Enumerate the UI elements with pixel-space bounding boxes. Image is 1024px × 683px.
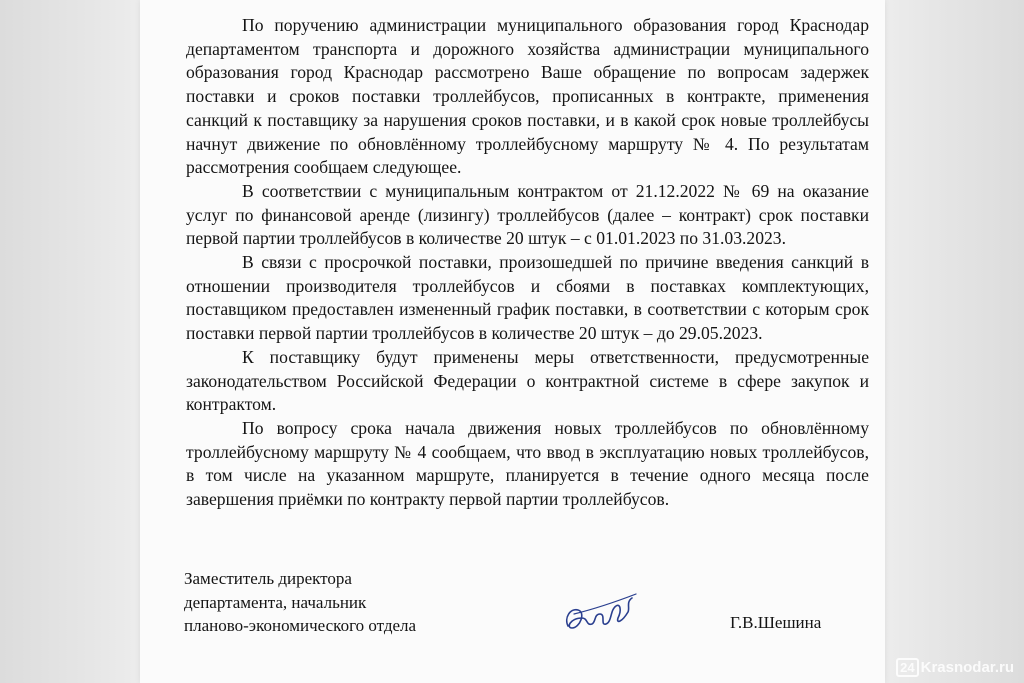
- paragraph-delay: В связи с просрочкой поставки, произошедшей по причине введения санкций в отношении производителя троллейбусов и сбоями в поставках комплектующих, поставщиком предоставлен измененный график поставки, в соответствии с которым срок поставки первой партии троллейбусов в количестве 20 штук – до 29.05.2023.: [186, 252, 869, 344]
- paragraph-intro: По поручению администрации муниципального образования город Краснодар департаментом транспорта и дорожного хозяйства администрации муниципального образования город Краснодар рассмотрено Ваше обращение по вопросам задержек поставки и сроков поставки троллейбусов, прописанных в контракте, применения санкций к поставщику за нарушения сроков поставки, и в какой срок новые троллейбусы начнут движение по обновлённому троллейбусному маршруту № 4. По результатам рассмотрения сообщаем следующее.: [186, 15, 869, 178]
- letter-body: [186, 14, 869, 512]
- signature-title-block: [184, 567, 416, 638]
- handwritten-signature: [560, 588, 640, 638]
- document-page: [140, 0, 885, 683]
- site-watermark: [896, 658, 1014, 677]
- signer-title-line: департамента, начальник: [184, 592, 367, 612]
- paragraph-contract: В соответствии с муниципальным контрактом от 21.12.2022 № 69 на оказание услуг по финансовой аренде (лизингу) троллейбусов (далее – контракт) срок поставки первой партии троллейбусов в количестве 20 штук – с 01.01.2023 по 31.03.2023.: [186, 180, 869, 249]
- paragraph-route: По вопросу срока начала движения новых троллейбусов по обновлённому троллейбусному маршруту № 4 сообщаем, что ввод в эксплуатацию новых троллейбусов, в том числе на указанном маршруте, планируется в течение одного месяца после завершения приёмки по контракту первой партии троллейбусов.: [186, 417, 869, 510]
- signer-title-line: Заместитель директора: [184, 569, 352, 588]
- paragraph-liability: К поставщику будут применены меры ответственности, предусмотренные законодательством Российской Федерации о контрактной системе в сфере закупок и контрактом.: [186, 346, 869, 415]
- signer-name: Г.В.Шешина: [730, 613, 822, 632]
- signer-title-line: планово-экономического отдела: [184, 616, 417, 635]
- watermark-badge: 24: [896, 658, 918, 677]
- watermark-site: Krasnodar.ru: [920, 659, 1014, 676]
- background-right: [874, 0, 1024, 683]
- background-left: [0, 0, 150, 683]
